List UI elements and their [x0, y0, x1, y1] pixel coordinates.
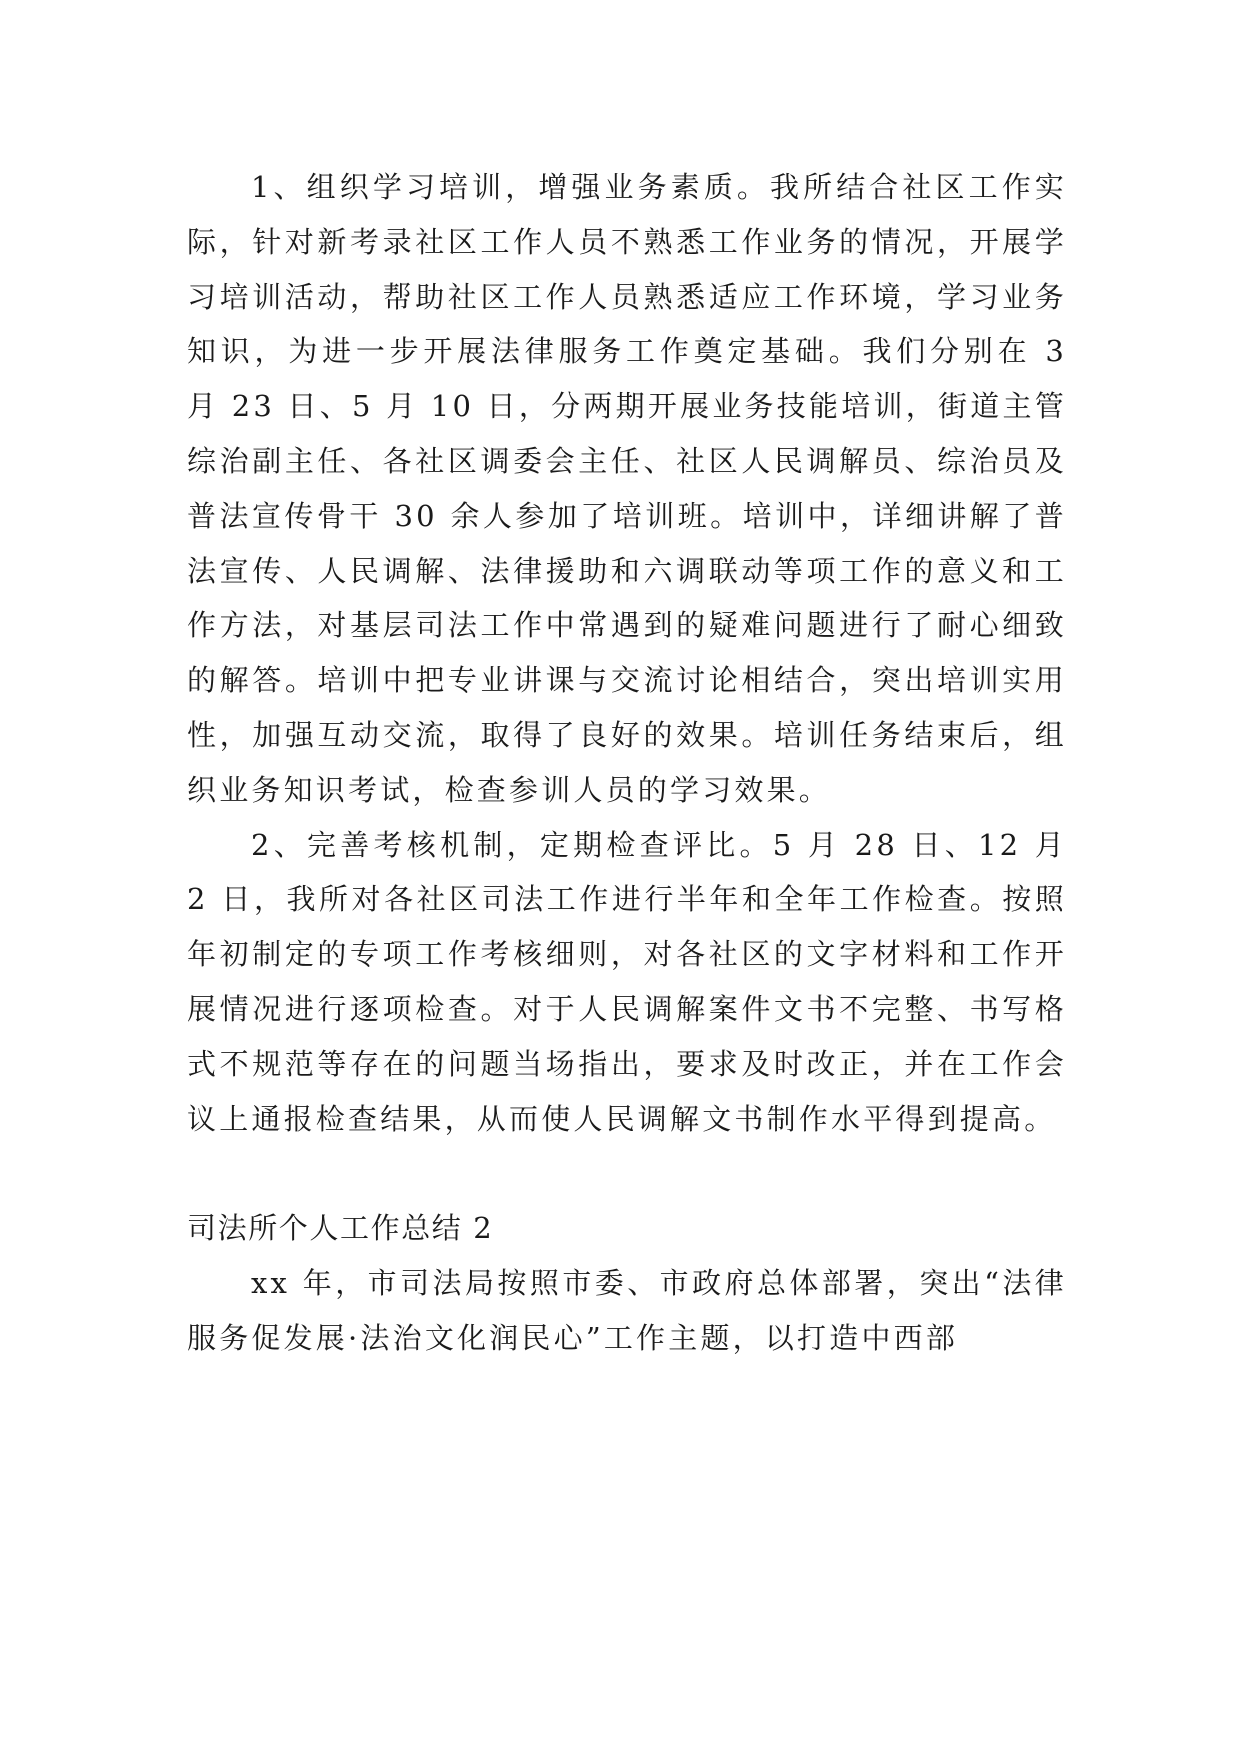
section-heading: 司法所个人工作总结 2 [187, 1211, 494, 1246]
paragraph-summary-intro: xx 年，市司法局按照市委、市政府总体部署，突出“法律服务促发展·法治文化润民心”工作主题，以打造中西部 [187, 1266, 1067, 1355]
paragraph-assessment: 2、完善考核机制，定期检查评比。5 月 28 日、12 月 2 日，我所对各社区司法工作进行半年和全年工作检查。按照年初制定的专项工作考核细则，对各社区的文字材料和工作开展情况进行逐项检查。对于人民调解案件文书不完整、书写格式不规范等存在的问题当场指出，要求及时改正，并在工作会议上通报检查结果，从而使人民调解文书制作水平得到提高。 [187, 827, 1067, 1136]
document-body [187, 160, 1067, 1366]
paragraph-training: 1、组织学习培训，增强业务素质。我所结合社区工作实际，针对新考录社区工作人员不熟悉工作业务的情况，开展学习培训活动，帮助社区工作人员熟悉适应工作环境，学习业务知识，为进一步开展法律服务工作奠定基础。我们分别在 3 月 23 日、5 月 10 日，分两期开展业务技能培训，街道主管综治副主任、各社区调委会主任、社区人民调解员、综治员及普法宣传骨干 30 余人参加了培训班。培训中，详细讲解了普法宣传、人民调解、法律援助和六调联动等项工作的意义和工作方法，对基层司法工作中常遇到的疑难问题进行了耐心细致的解答。培训中把专业讲课与交流讨论相结合，突出培训实用性，加强互动交流，取得了良好的效果。培训任务结束后，组织业务知识考试，检查参训人员的学习效果。 [187, 170, 1067, 807]
